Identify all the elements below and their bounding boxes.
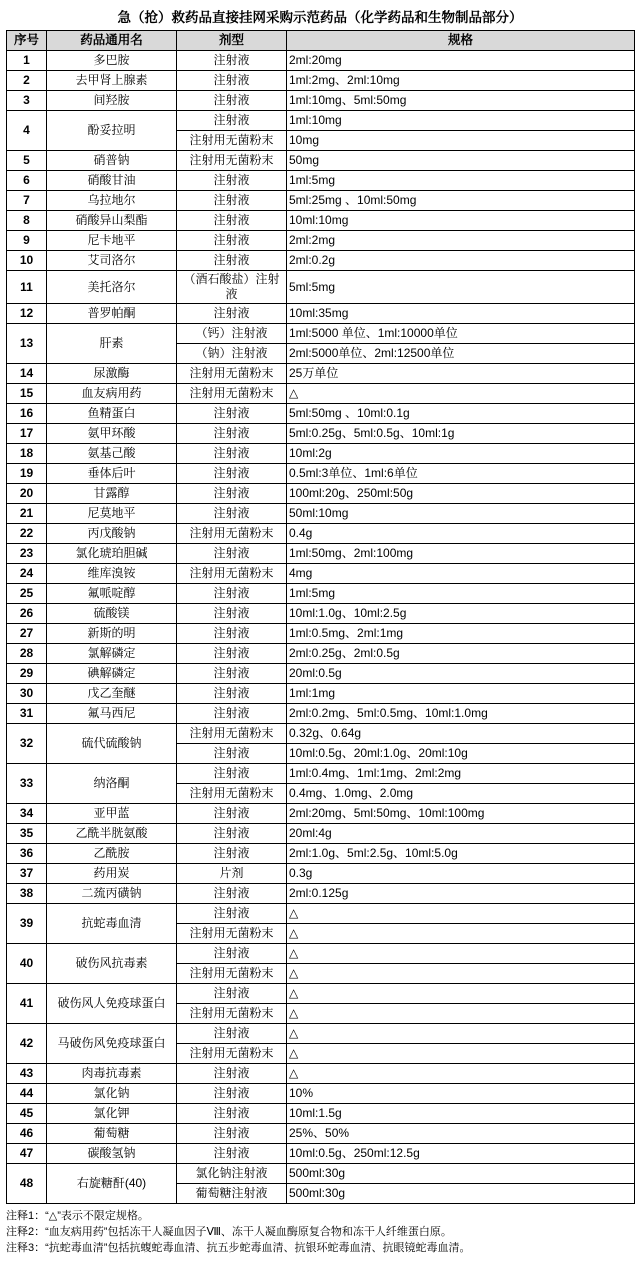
cell-drug-name: 硫代硫酸钠: [47, 724, 177, 764]
cell-drug-name: 硝酸甘油: [47, 171, 177, 191]
cell-dosage-form: 注射用无菌粉末: [177, 131, 287, 151]
table-row: [7, 884, 635, 904]
cell-specification: 0.3g: [287, 864, 635, 884]
page-title: 急（抢）救药品直接挂网采购示范药品（化学药品和生物制品部分）: [117, 10, 523, 25]
cell-dosage-form: 注射液: [177, 704, 287, 724]
table-row: [7, 191, 635, 211]
cell-specification: 2ml:5000单位、2ml:12500单位: [287, 344, 635, 364]
column-header-name: 药品通用名: [47, 31, 177, 51]
note-line: 注释2：“血友病用药”包括冻干人凝血因子Ⅷ、冻干人凝血酶原复合物和冻干人纤维蛋白原。: [6, 1226, 452, 1238]
cell-dosage-form: 注射用无菌粉末: [177, 524, 287, 544]
table-row: [7, 604, 635, 624]
cell-drug-name: 鱼精蛋白: [47, 404, 177, 424]
cell-specification: 1ml:0.5mg、2ml:1mg: [287, 624, 635, 644]
cell-no: 28: [7, 644, 47, 664]
cell-no: 29: [7, 664, 47, 684]
note-line: 注释1：“△”表示不限定规格。: [6, 1210, 149, 1222]
cell-dosage-form: 注射液: [177, 171, 287, 191]
cell-no: 44: [7, 1084, 47, 1104]
cell-drug-name: 乙酰胺: [47, 844, 177, 864]
table-row: [7, 684, 635, 704]
table-row: [7, 424, 635, 444]
column-header-no: 序号: [7, 31, 47, 51]
cell-no: 21: [7, 504, 47, 524]
cell-dosage-form: 注射液: [177, 424, 287, 444]
cell-dosage-form: 注射液: [177, 984, 287, 1004]
cell-no: 47: [7, 1144, 47, 1164]
cell-drug-name: 氟哌啶醇: [47, 584, 177, 604]
cell-drug-name: 新斯的明: [47, 624, 177, 644]
cell-specification: 10ml:0.5g、250ml:12.5g: [287, 1144, 635, 1164]
table-row: [7, 984, 635, 1004]
cell-specification: 10ml:1.5g: [287, 1104, 635, 1124]
cell-dosage-form: 注射用无菌粉末: [177, 364, 287, 384]
cell-specification: 0.5ml:3单位、1ml:6单位: [287, 464, 635, 484]
cell-specification: 5ml:5mg: [287, 271, 635, 304]
cell-dosage-form: 注射液: [177, 604, 287, 624]
cell-drug-name: 药用炭: [47, 864, 177, 884]
table-row: [7, 584, 635, 604]
cell-specification: 20ml:0.5g: [287, 664, 635, 684]
cell-no: 22: [7, 524, 47, 544]
cell-specification: 100ml:20g、250ml:50g: [287, 484, 635, 504]
cell-no: 31: [7, 704, 47, 724]
table-row: [7, 904, 635, 924]
cell-specification: 1ml:2mg、2ml:10mg: [287, 71, 635, 91]
table-body: [7, 51, 635, 1204]
cell-drug-name: 乌拉地尔: [47, 191, 177, 211]
table-row: [7, 51, 635, 71]
cell-dosage-form: 注射液: [177, 484, 287, 504]
cell-no: 40: [7, 944, 47, 984]
cell-no: 3: [7, 91, 47, 111]
cell-specification: △: [287, 964, 635, 984]
column-header-form: 剂型: [177, 31, 287, 51]
cell-drug-name: 美托洛尔: [47, 271, 177, 304]
table-row: [7, 304, 635, 324]
table-row: [7, 764, 635, 784]
table-row: [7, 1024, 635, 1044]
cell-drug-name: 抗蛇毒血清: [47, 904, 177, 944]
cell-drug-name: 硝普钠: [47, 151, 177, 171]
table-row: [7, 864, 635, 884]
notes-section: [6, 1204, 634, 1256]
cell-dosage-form: 注射液: [177, 1104, 287, 1124]
table-row: [7, 1144, 635, 1164]
cell-dosage-form: 注射液: [177, 1084, 287, 1104]
cell-dosage-form: 注射液: [177, 664, 287, 684]
cell-specification: 10ml:10mg: [287, 211, 635, 231]
cell-dosage-form: 注射用无菌粉末: [177, 964, 287, 984]
cell-dosage-form: 注射液: [177, 944, 287, 964]
table-row: [7, 524, 635, 544]
cell-specification: △: [287, 1064, 635, 1084]
cell-drug-name: 肝素: [47, 324, 177, 364]
cell-dosage-form: 注射液: [177, 1124, 287, 1144]
cell-specification: 2ml:2mg: [287, 231, 635, 251]
table-row: [7, 384, 635, 404]
cell-dosage-form: 注射液: [177, 231, 287, 251]
cell-no: 41: [7, 984, 47, 1024]
cell-specification: △: [287, 944, 635, 964]
cell-dosage-form: 注射液: [177, 644, 287, 664]
cell-no: 38: [7, 884, 47, 904]
table-row: [7, 504, 635, 524]
cell-drug-name: 甘露醇: [47, 484, 177, 504]
cell-dosage-form: 注射液: [177, 504, 287, 524]
cell-specification: 2ml:20mg: [287, 51, 635, 71]
cell-specification: △: [287, 384, 635, 404]
table-row: [7, 324, 635, 344]
cell-specification: △: [287, 1024, 635, 1044]
cell-no: 14: [7, 364, 47, 384]
cell-drug-name: 多巴胺: [47, 51, 177, 71]
cell-no: 39: [7, 904, 47, 944]
table-row: [7, 624, 635, 644]
cell-specification: 25万单位: [287, 364, 635, 384]
cell-dosage-form: 注射液: [177, 71, 287, 91]
cell-dosage-form: 注射液: [177, 1024, 287, 1044]
cell-drug-name: 氯化钾: [47, 1104, 177, 1124]
cell-specification: 1ml:5mg: [287, 584, 635, 604]
table-row: [7, 404, 635, 424]
cell-no: 6: [7, 171, 47, 191]
table-row: [7, 824, 635, 844]
cell-dosage-form: 注射液: [177, 744, 287, 764]
cell-no: 27: [7, 624, 47, 644]
cell-dosage-form: 注射液: [177, 1144, 287, 1164]
cell-dosage-form: 注射液: [177, 904, 287, 924]
cell-drug-name: 尼卡地平: [47, 231, 177, 251]
cell-dosage-form: （钙）注射液: [177, 324, 287, 344]
cell-drug-name: 破伤风抗毒素: [47, 944, 177, 984]
cell-drug-name: 硫酸镁: [47, 604, 177, 624]
cell-dosage-form: 注射用无菌粉末: [177, 1004, 287, 1024]
table-row: [7, 944, 635, 964]
cell-no: 23: [7, 544, 47, 564]
cell-specification: 1ml:5000 单位、1ml:10000单位: [287, 324, 635, 344]
cell-no: 19: [7, 464, 47, 484]
cell-specification: 1ml:0.4mg、1ml:1mg、2ml:2mg: [287, 764, 635, 784]
cell-specification: 10ml:0.5g、20ml:1.0g、20ml:10g: [287, 744, 635, 764]
cell-dosage-form: 注射用无菌粉末: [177, 724, 287, 744]
cell-no: 25: [7, 584, 47, 604]
cell-no: 9: [7, 231, 47, 251]
cell-drug-name: 亚甲蓝: [47, 804, 177, 824]
cell-dosage-form: 注射液: [177, 304, 287, 324]
cell-specification: 10ml:2g: [287, 444, 635, 464]
cell-drug-name: 艾司洛尔: [47, 251, 177, 271]
cell-no: 37: [7, 864, 47, 884]
cell-drug-name: 硝酸异山梨酯: [47, 211, 177, 231]
cell-specification: △: [287, 924, 635, 944]
cell-drug-name: 碳酸氢钠: [47, 1144, 177, 1164]
cell-dosage-form: 注射液: [177, 764, 287, 784]
cell-no: 30: [7, 684, 47, 704]
cell-drug-name: 葡萄糖: [47, 1124, 177, 1144]
table-row: [7, 71, 635, 91]
table-row: [7, 564, 635, 584]
table-row: [7, 271, 635, 304]
cell-dosage-form: 注射用无菌粉末: [177, 384, 287, 404]
cell-dosage-form: 注射用无菌粉末: [177, 564, 287, 584]
cell-dosage-form: 注射液: [177, 251, 287, 271]
cell-specification: 10ml:1.0g、10ml:2.5g: [287, 604, 635, 624]
cell-specification: 5ml:0.25g、5ml:0.5g、10ml:1g: [287, 424, 635, 444]
cell-dosage-form: 注射液: [177, 111, 287, 131]
table-row: [7, 111, 635, 131]
cell-specification: 25%、50%: [287, 1124, 635, 1144]
cell-dosage-form: 氯化钠注射液: [177, 1164, 287, 1184]
cell-drug-name: 乙酰半胱氨酸: [47, 824, 177, 844]
cell-dosage-form: 注射用无菌粉末: [177, 784, 287, 804]
note-line: 注释3：“抗蛇毒血清”包括抗蝮蛇毒血清、抗五步蛇毒血清、抗银环蛇毒血清、抗眼镜蛇毒血清。: [6, 1242, 471, 1254]
cell-no: 42: [7, 1024, 47, 1064]
table-row: [7, 1064, 635, 1084]
cell-dosage-form: 葡萄糖注射液: [177, 1184, 287, 1204]
cell-no: 33: [7, 764, 47, 804]
cell-no: 4: [7, 111, 47, 151]
cell-drug-name: 氨甲环酸: [47, 424, 177, 444]
cell-dosage-form: 注射液: [177, 844, 287, 864]
cell-dosage-form: 注射液: [177, 624, 287, 644]
table-row: [7, 1104, 635, 1124]
drug-list-table: [6, 30, 635, 1204]
cell-no: 34: [7, 804, 47, 824]
cell-specification: 50ml:10mg: [287, 504, 635, 524]
cell-dosage-form: 注射液: [177, 51, 287, 71]
table-row: [7, 444, 635, 464]
cell-drug-name: 戊乙奎醚: [47, 684, 177, 704]
cell-drug-name: 维库溴铵: [47, 564, 177, 584]
cell-dosage-form: 注射液: [177, 1064, 287, 1084]
table-row: [7, 1084, 635, 1104]
table-row: [7, 1124, 635, 1144]
cell-no: 43: [7, 1064, 47, 1084]
cell-specification: 500ml:30g: [287, 1184, 635, 1204]
cell-specification: 10%: [287, 1084, 635, 1104]
cell-dosage-form: 注射液: [177, 191, 287, 211]
cell-specification: △: [287, 1004, 635, 1024]
cell-no: 32: [7, 724, 47, 764]
cell-drug-name: 尼莫地平: [47, 504, 177, 524]
table-row: [7, 151, 635, 171]
cell-no: 46: [7, 1124, 47, 1144]
cell-drug-name: 氯解磷定: [47, 644, 177, 664]
cell-drug-name: 右旋糖酐(40): [47, 1164, 177, 1204]
cell-drug-name: 氯化钠: [47, 1084, 177, 1104]
table-row: [7, 251, 635, 271]
table-row: [7, 644, 635, 664]
table-row: [7, 664, 635, 684]
cell-no: 2: [7, 71, 47, 91]
cell-dosage-form: 片剂: [177, 864, 287, 884]
cell-specification: △: [287, 984, 635, 1004]
cell-dosage-form: （酒石酸盐）注射液: [177, 271, 287, 304]
cell-no: 35: [7, 824, 47, 844]
cell-dosage-form: 注射液: [177, 211, 287, 231]
cell-no: 24: [7, 564, 47, 584]
cell-dosage-form: 注射液: [177, 884, 287, 904]
table-row: [7, 484, 635, 504]
cell-dosage-form: 注射用无菌粉末: [177, 924, 287, 944]
cell-drug-name: 血友病用药: [47, 384, 177, 404]
cell-dosage-form: 注射液: [177, 584, 287, 604]
cell-specification: 5ml:50mg 、10ml:0.1g: [287, 404, 635, 424]
cell-dosage-form: 注射用无菌粉末: [177, 1044, 287, 1064]
table-row: [7, 91, 635, 111]
table-header-row: [7, 31, 635, 51]
table-row: [7, 211, 635, 231]
cell-no: 11: [7, 271, 47, 304]
cell-no: 17: [7, 424, 47, 444]
table-row: [7, 171, 635, 191]
cell-specification: 0.32g、0.64g: [287, 724, 635, 744]
cell-no: 48: [7, 1164, 47, 1204]
cell-dosage-form: 注射液: [177, 824, 287, 844]
column-header-spec: 规格: [287, 31, 635, 51]
cell-no: 1: [7, 51, 47, 71]
cell-specification: 2ml:0.125g: [287, 884, 635, 904]
table-row: [7, 231, 635, 251]
cell-specification: 20ml:4g: [287, 824, 635, 844]
cell-drug-name: 尿激酶: [47, 364, 177, 384]
cell-no: 26: [7, 604, 47, 624]
cell-specification: 5ml:25mg 、10ml:50mg: [287, 191, 635, 211]
cell-specification: 0.4g: [287, 524, 635, 544]
cell-specification: 1ml:5mg: [287, 171, 635, 191]
cell-specification: 10ml:35mg: [287, 304, 635, 324]
cell-drug-name: 丙戊酸钠: [47, 524, 177, 544]
cell-dosage-form: （钠）注射液: [177, 344, 287, 364]
cell-drug-name: 破伤风人免疫球蛋白: [47, 984, 177, 1024]
cell-drug-name: 马破伤风免疫球蛋白: [47, 1024, 177, 1064]
cell-no: 10: [7, 251, 47, 271]
table-row: [7, 544, 635, 564]
cell-no: 8: [7, 211, 47, 231]
cell-no: 16: [7, 404, 47, 424]
cell-dosage-form: 注射液: [177, 684, 287, 704]
cell-dosage-form: 注射液: [177, 804, 287, 824]
cell-no: 45: [7, 1104, 47, 1124]
table-row: [7, 724, 635, 744]
cell-drug-name: 纳洛酮: [47, 764, 177, 804]
cell-drug-name: 去甲肾上腺素: [47, 71, 177, 91]
cell-specification: △: [287, 1044, 635, 1064]
cell-specification: 0.4mg、1.0mg、2.0mg: [287, 784, 635, 804]
cell-no: 7: [7, 191, 47, 211]
cell-no: 36: [7, 844, 47, 864]
cell-no: 13: [7, 324, 47, 364]
cell-no: 12: [7, 304, 47, 324]
cell-drug-name: 间羟胺: [47, 91, 177, 111]
cell-no: 15: [7, 384, 47, 404]
cell-dosage-form: 注射用无菌粉末: [177, 151, 287, 171]
cell-dosage-form: 注射液: [177, 464, 287, 484]
cell-specification: 10mg: [287, 131, 635, 151]
cell-specification: 4mg: [287, 564, 635, 584]
cell-specification: 1ml:10mg、5ml:50mg: [287, 91, 635, 111]
cell-specification: 2ml:20mg、5ml:50mg、10ml:100mg: [287, 804, 635, 824]
cell-no: 18: [7, 444, 47, 464]
cell-drug-name: 碘解磷定: [47, 664, 177, 684]
cell-dosage-form: 注射液: [177, 404, 287, 424]
table-row: [7, 464, 635, 484]
cell-specification: 1ml:1mg: [287, 684, 635, 704]
cell-dosage-form: 注射液: [177, 544, 287, 564]
cell-dosage-form: 注射液: [177, 444, 287, 464]
table-row: [7, 364, 635, 384]
table-row: [7, 1164, 635, 1184]
cell-specification: 1ml:10mg: [287, 111, 635, 131]
cell-no: 5: [7, 151, 47, 171]
cell-specification: 2ml:0.25g、2ml:0.5g: [287, 644, 635, 664]
cell-specification: 2ml:1.0g、5ml:2.5g、10ml:5.0g: [287, 844, 635, 864]
cell-drug-name: 氨基己酸: [47, 444, 177, 464]
cell-drug-name: 普罗帕酮: [47, 304, 177, 324]
table-row: [7, 844, 635, 864]
cell-specification: 2ml:0.2g: [287, 251, 635, 271]
cell-drug-name: 肉毒抗毒素: [47, 1064, 177, 1084]
cell-specification: △: [287, 904, 635, 924]
table-row: [7, 804, 635, 824]
cell-specification: 1ml:50mg、2ml:100mg: [287, 544, 635, 564]
cell-specification: 2ml:0.2mg、5ml:0.5mg、10ml:1.0mg: [287, 704, 635, 724]
cell-specification: 50mg: [287, 151, 635, 171]
cell-specification: 500ml:30g: [287, 1164, 635, 1184]
cell-drug-name: 二巯丙磺钠: [47, 884, 177, 904]
cell-drug-name: 酚妥拉明: [47, 111, 177, 151]
cell-drug-name: 氯化琥珀胆碱: [47, 544, 177, 564]
cell-drug-name: 垂体后叶: [47, 464, 177, 484]
cell-no: 20: [7, 484, 47, 504]
cell-drug-name: 氟马西尼: [47, 704, 177, 724]
cell-dosage-form: 注射液: [177, 91, 287, 111]
table-row: [7, 704, 635, 724]
